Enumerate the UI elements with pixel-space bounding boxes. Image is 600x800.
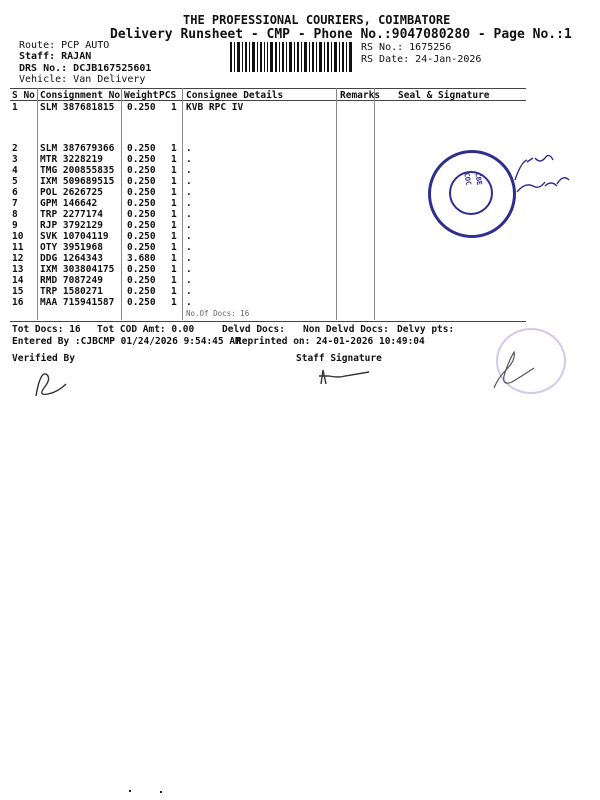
row-pcs: 1 <box>171 253 177 264</box>
non-delvd-docs: Non Delvd Docs: <box>303 324 389 335</box>
row-pcs: 1 <box>171 198 177 209</box>
row-consignment: SLM 387679366 <box>40 143 115 154</box>
row-sno: 15 <box>12 286 24 297</box>
row-sno: 2 <box>12 143 18 154</box>
row-consignee: . <box>186 198 192 209</box>
faint-signature <box>488 348 538 394</box>
table-bottom-rule <box>10 321 526 322</box>
row-consignment: DDG 1264343 <box>40 253 103 264</box>
row-consignee: . <box>186 209 192 220</box>
row-weight: 0.250 <box>127 231 156 242</box>
row-weight: 0.250 <box>127 198 156 209</box>
tot-docs: Tot Docs: 16 <box>12 324 81 335</box>
row-weight: 0.250 <box>127 297 156 308</box>
staff-signature-label: Staff Signature <box>296 353 382 364</box>
row-pcs: 1 <box>171 264 177 275</box>
row-weight: 0.250 <box>127 176 156 187</box>
row-sno: 8 <box>12 209 18 220</box>
col-header-consignment: Consignment No <box>40 90 121 101</box>
tot-cod-amt: Tot COD Amt: 0.00 <box>97 324 195 335</box>
row-weight: 0.250 <box>127 209 156 220</box>
staff-text: Staff: RAJAN <box>19 51 92 62</box>
staff-signature <box>315 364 375 388</box>
row-weight: 0.250 <box>127 242 156 253</box>
row-pcs: 1 <box>171 143 177 154</box>
table-row <box>0 102 600 113</box>
runsheet-title: Delivery Runsheet - CMP - Phone No.:9047080280 - Page No.:1 <box>110 27 572 42</box>
row-weight: 0.250 <box>127 187 156 198</box>
row-consignee: . <box>186 231 192 242</box>
row-pcs: 1 <box>171 231 177 242</box>
row-sno: 9 <box>12 220 18 231</box>
row-consignment: OTY 3951968 <box>40 242 103 253</box>
row-pcs: 1 <box>171 220 177 231</box>
row-consignment: SLM 387681815 <box>40 102 115 113</box>
table-row <box>0 242 600 253</box>
row-pcs: 1 <box>171 165 177 176</box>
table-row <box>0 220 600 231</box>
row-sno: 3 <box>12 154 18 165</box>
row-sno: 7 <box>12 198 18 209</box>
row-pcs: 1 <box>171 297 177 308</box>
delvy-pts: Delvy pts: <box>397 324 455 335</box>
row-consignment: IXM 509689515 <box>40 176 115 187</box>
rs-number: RS No.: 1675256 <box>361 42 452 53</box>
row-weight: 0.250 <box>127 102 156 113</box>
row-pcs: 1 <box>171 176 177 187</box>
row-weight: 0.250 <box>127 165 156 176</box>
col-header-seal-signature: Seal & Signature <box>398 90 490 101</box>
col-header-remarks: Remarks <box>340 90 381 101</box>
row-consignment: RJP 3792129 <box>40 220 103 231</box>
row-pcs: 1 <box>171 275 177 286</box>
row-consignee: . <box>186 220 192 231</box>
table-row <box>0 275 600 286</box>
row-weight: 0.250 <box>127 286 156 297</box>
row-consignee: . <box>186 187 192 198</box>
row-sno: 1 <box>12 102 18 113</box>
rs-date: RS Date: 24-Jan-2026 <box>361 54 482 65</box>
row-pcs: 1 <box>171 286 177 297</box>
row-sno: 4 <box>12 165 18 176</box>
row-consignee: KVB RPC IV <box>186 102 244 113</box>
row-weight: 0.250 <box>127 143 156 154</box>
reprinted-on: Reprinted on: 24-01-2026 10:49:04 <box>236 336 425 347</box>
row-sno: 6 <box>12 187 18 198</box>
stamp-line-cbe: CBE <box>473 172 484 186</box>
row-pcs: 1 <box>171 187 177 198</box>
row-consignment: IXM 303804175 <box>40 264 115 275</box>
row-consignment: SVK 10704119 <box>40 231 109 242</box>
row-sno: 5 <box>12 176 18 187</box>
row-sno: 12 <box>12 253 24 264</box>
row-consignee: . <box>186 154 192 165</box>
table-row <box>0 286 600 297</box>
row-sno: 10 <box>12 231 24 242</box>
row-weight: 0.250 <box>127 275 156 286</box>
row-pcs: 1 <box>171 209 177 220</box>
row-consignment: GPM 146642 <box>40 198 98 209</box>
row-weight: 3.680 <box>127 253 156 264</box>
handwritten-time-date <box>505 140 585 210</box>
row-consignee: . <box>186 143 192 154</box>
barcode-image <box>230 42 354 72</box>
row-consignee: . <box>186 242 192 253</box>
table-row <box>0 231 600 242</box>
delvd-docs: Delvd Docs: <box>222 324 285 335</box>
bank-seal-stamp <box>428 150 516 238</box>
stamp-line-coc: COC <box>462 172 473 186</box>
row-pcs: 1 <box>171 242 177 253</box>
row-pcs: 1 <box>171 102 177 113</box>
row-consignee: . <box>186 253 192 264</box>
row-consignee: . <box>186 165 192 176</box>
company-name: THE PROFESSIONAL COURIERS, COIMBATORE <box>183 13 451 27</box>
row-consignee: . <box>186 297 192 308</box>
col-header-consignee: Consignee Details <box>186 90 284 101</box>
route-text: Route: PCP AUTO <box>19 40 110 51</box>
col-header-weight: Weight <box>124 90 159 101</box>
row-sno: 16 <box>12 297 24 308</box>
scan-speck <box>129 790 131 792</box>
verified-by-label: Verified By <box>12 353 75 364</box>
entered-by: Entered By :CJBCMP 01/24/2026 9:54:45 AM <box>12 336 241 347</box>
table-top-rule <box>10 88 526 89</box>
row-consignment: TRP 2277174 <box>40 209 103 220</box>
row-consignment: RMD 7087249 <box>40 275 103 286</box>
row-weight: 0.250 <box>127 264 156 275</box>
row-consignee: . <box>186 176 192 187</box>
table-row <box>0 297 600 308</box>
row-consignment: TRP 1580271 <box>40 286 103 297</box>
row-consignment: MTR 3228219 <box>40 154 103 165</box>
row-sno: 13 <box>12 264 24 275</box>
row-pcs: 1 <box>171 154 177 165</box>
col-header-pcs: PCS <box>159 90 177 101</box>
verifier-signature <box>30 366 70 400</box>
row-consignment: TMG 200855835 <box>40 165 115 176</box>
row-consignment: POL 2626725 <box>40 187 103 198</box>
scan-speck <box>160 791 162 793</box>
row-weight: 0.250 <box>127 154 156 165</box>
row-consignee: . <box>186 275 192 286</box>
row-consignee: . <box>186 264 192 275</box>
table-row <box>0 253 600 264</box>
table-row <box>0 264 600 275</box>
row-sno: 14 <box>12 275 24 286</box>
row-consignee: . <box>186 286 192 297</box>
row-sno: 11 <box>12 242 24 253</box>
no-of-docs: No.Of Docs: 16 <box>186 309 250 318</box>
drs-number: DRS No.: DCJB167525601 <box>19 63 152 74</box>
col-header-sno: S No <box>12 90 35 101</box>
vehicle-text: Vehicle: Van Delivery <box>19 74 146 85</box>
row-weight: 0.250 <box>127 220 156 231</box>
row-consignment: MAA 715941587 <box>40 297 115 308</box>
